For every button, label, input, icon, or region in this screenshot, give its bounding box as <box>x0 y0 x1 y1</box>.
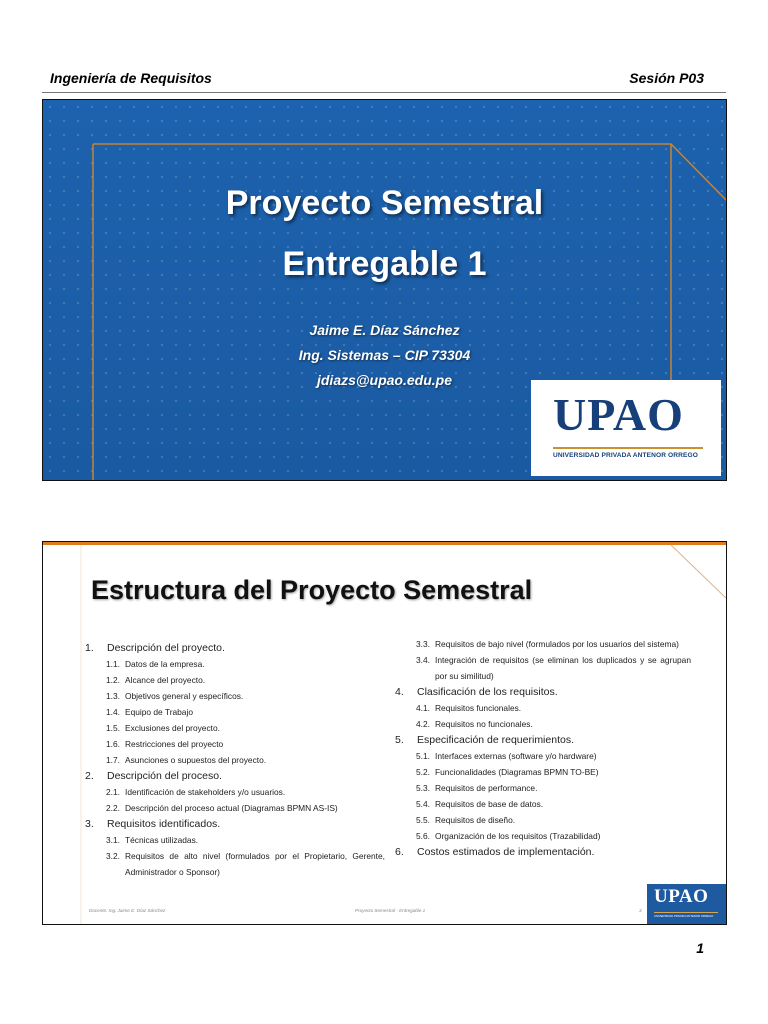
outline-item: 1.2. Alcance del proyecto. <box>106 675 206 685</box>
slide-footer-page: 3 <box>639 908 642 913</box>
header-divider <box>42 92 726 93</box>
author-name: Jaime E. Díaz Sánchez <box>309 322 460 338</box>
outline-item: 1.3. Objetivos general y específicos. <box>106 691 244 701</box>
logo-university-name: UNIVERSIDAD PRIVADA ANTENOR ORREGO <box>553 452 698 459</box>
author-email: jdiazs@upao.edu.pe <box>316 372 452 388</box>
outline-section: 1. Descripción del proyecto. <box>85 642 225 654</box>
logo-university-name: UNIVERSIDAD PRIVADA ANTENOR ORREGO <box>654 914 714 918</box>
upao-logo <box>647 884 727 924</box>
outline-section: 5. Especificación de requerimientos. <box>395 734 574 746</box>
slide-title: Proyecto Semestral <box>225 184 544 222</box>
outline-item: 2.2. Descripción del proceso actual (Diagramas BPMN AS-IS) <box>106 803 338 813</box>
outline-item: 1.7. Asunciones o supuestos del proyecto. <box>106 755 267 765</box>
outline-column-left <box>85 640 385 880</box>
outline-item: 1.4. Equipo de Trabajo <box>106 707 193 717</box>
outline-item: 2.1. Identificación de stakeholders y/o usuarios. <box>106 787 286 797</box>
structure-slide <box>42 541 727 925</box>
outline-item: 3.4. Integración de requisitos (se eliminan los duplicados y se agrupan por su similitud) <box>416 655 691 681</box>
outline-item: 3.1. Técnicas utilizadas. <box>106 835 199 845</box>
page-header <box>50 70 704 88</box>
outline-item: 4.1. Requisitos funcionales. <box>416 703 522 713</box>
slide-subtitle: Entregable 1 <box>282 245 487 283</box>
outline-item: 1.1. Datos de la empresa. <box>106 659 205 669</box>
outline-section: 2. Descripción del proceso. <box>85 770 222 782</box>
outline-item: 1.5. Exclusiones del proyecto. <box>106 723 220 733</box>
slide-title: Estructura del Proyecto Semestral <box>91 575 533 605</box>
outline-item: 1.6. Restricciones del proyecto <box>106 739 224 749</box>
outline-item: 5.3. Requisitos de performance. <box>416 783 538 793</box>
outline-item: 5.2. Funcionalidades (Diagramas BPMN TO-BE) <box>416 767 599 777</box>
logo-wordmark: UPAO <box>654 886 709 907</box>
outline-item: 3.2. Requisitos de alto nivel (formulados por el Propietario, Gerente, Administrador o Sponsor) <box>106 851 385 877</box>
outline-section: 4. Clasificación de los requisitos. <box>395 686 558 698</box>
outline-section: 3. Requisitos identificados. <box>85 818 221 830</box>
session-label: Sesión P03 <box>629 70 704 86</box>
logo-divider <box>654 912 718 913</box>
outline-item: 5.4. Requisitos de base de datos. <box>416 799 544 809</box>
title-slide <box>42 99 727 481</box>
outline-item: 5.6. Organización de los requisitos (Trazabilidad) <box>416 831 601 841</box>
upao-logo <box>531 380 721 476</box>
outline-item: 3.3. Requisitos de bajo nivel (formulados por los usuarios del sistema) <box>416 639 679 649</box>
page-number: 1 <box>696 940 704 956</box>
outline-column-right <box>395 636 691 860</box>
outline-item: 5.1. Interfaces externas (software y/o hardware) <box>416 751 597 761</box>
outline-item: 4.2. Requisitos no funcionales. <box>416 719 533 729</box>
author-credentials: Ing. Sistemas – CIP 73304 <box>298 347 471 363</box>
logo-wordmark: UPAO <box>553 389 684 440</box>
slide-footer-title: Proyecto Semestral - Entregable 1 <box>355 908 426 913</box>
outline-item: 5.5. Requisitos de diseño. <box>416 815 516 825</box>
logo-divider <box>553 447 703 449</box>
slide-footer-instructor: Docente: Ing. Jaime E. Díaz Sánchez <box>89 908 166 913</box>
outline-section: 6. Costos estimados de implementación. <box>395 846 595 858</box>
course-title: Ingeniería de Requisitos <box>50 70 212 86</box>
